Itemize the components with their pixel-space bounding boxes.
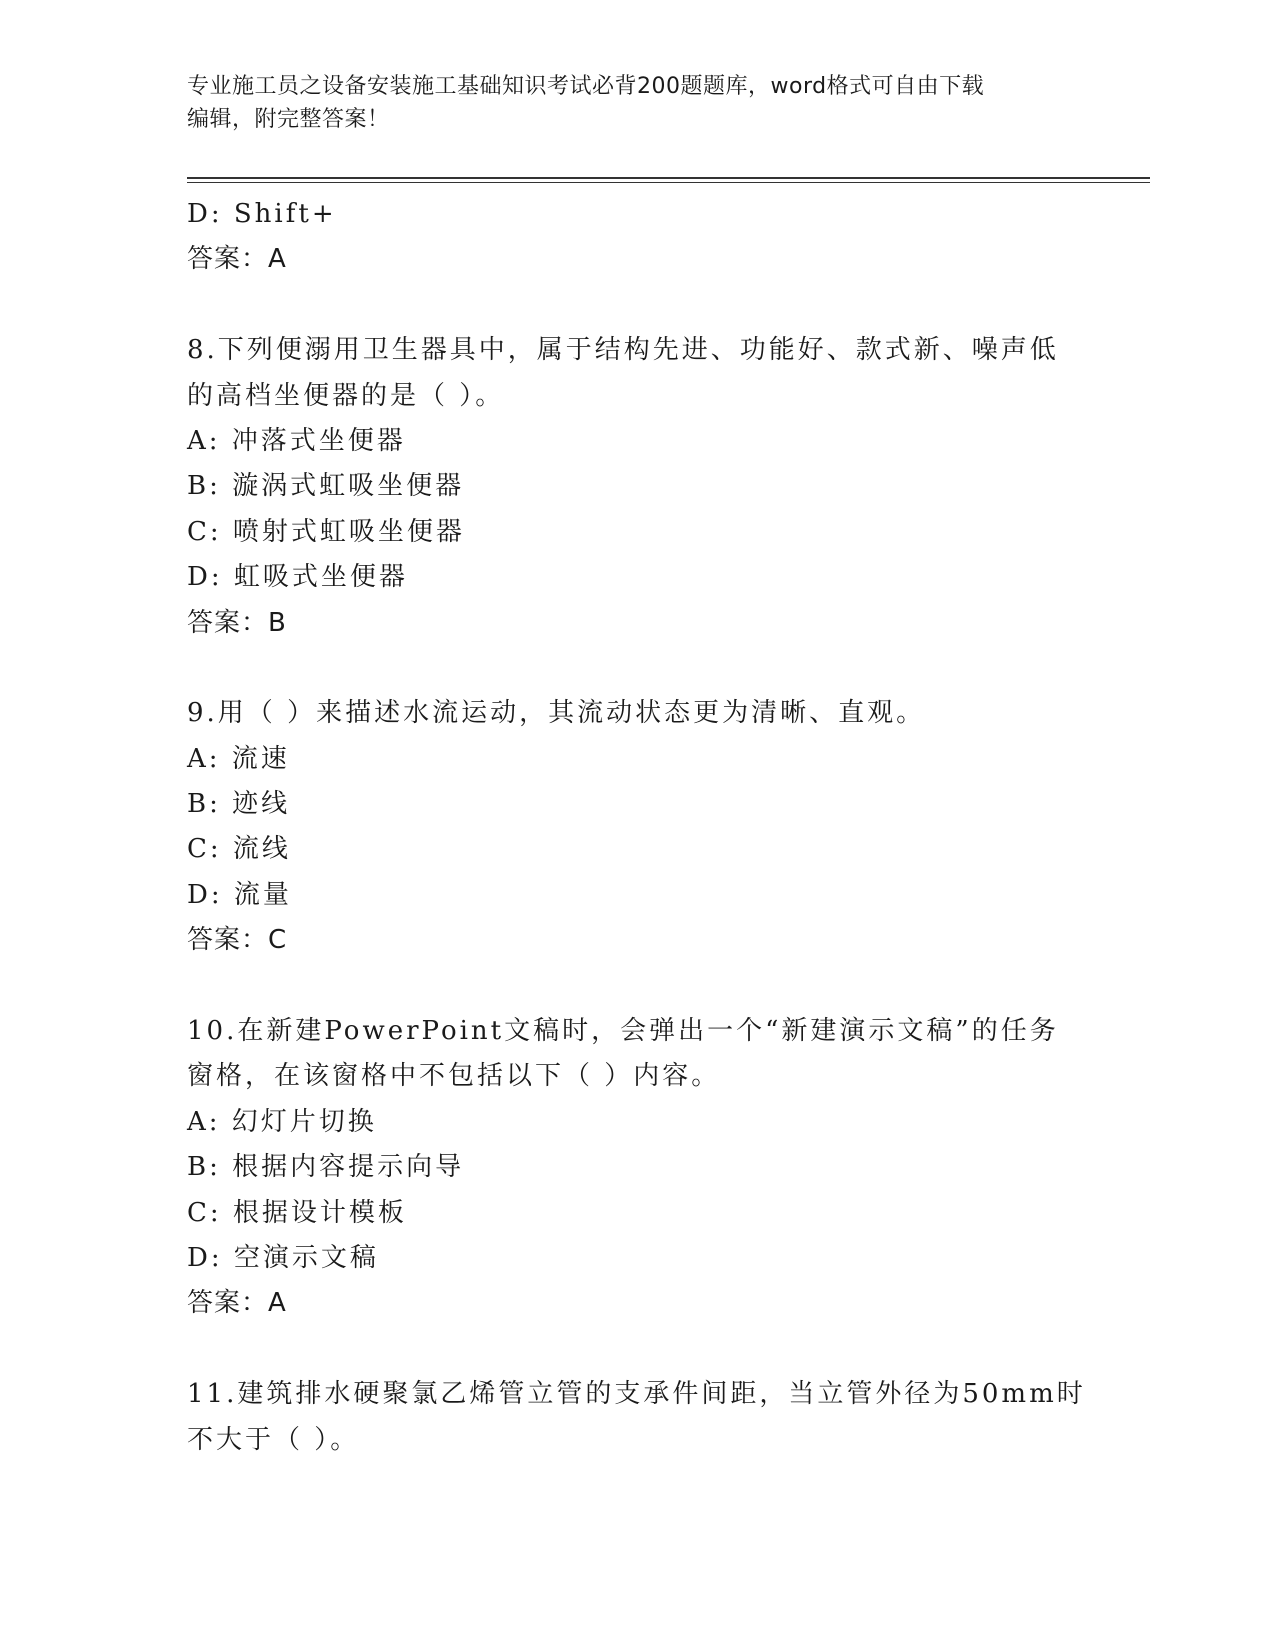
option-line: D: 虹吸式坐便器 (187, 562, 408, 593)
answer-line: 答案：A (187, 244, 287, 275)
document-header (187, 70, 1087, 136)
option-line: A: 流速 (187, 743, 290, 774)
option-line: A: 幻灯片切换 (187, 1106, 377, 1137)
option-line: D: Shift+ (187, 199, 337, 229)
option-line: D: 流量 (187, 879, 292, 910)
spacer (187, 964, 1087, 1009)
header-rule-thin (187, 182, 1150, 183)
option-line: C: 流线 (187, 834, 291, 865)
answer-line: 答案：B (187, 607, 287, 638)
option-line: A: 冲落式坐便器 (187, 425, 406, 456)
option-line: B: 迹线 (187, 789, 291, 820)
question-text: 窗格，在该窗格中不包括以下（ ）内容。 (187, 1061, 721, 1092)
header-line-2: 编辑，附完整答案！ (187, 107, 390, 132)
question-list (187, 192, 1087, 1463)
header-line-1: 专业施工员之设备安装施工基础知识考试必背200题题库，word格式可自由下载 (187, 74, 985, 99)
question-text: 10.在新建PowerPoint文稿时，会弹出一个“新建演示文稿”的任务 (187, 1016, 1059, 1047)
spacer (187, 283, 1087, 328)
spacer (187, 1327, 1087, 1372)
question-text: 的高档坐便器的是（ ）。 (187, 380, 505, 411)
question-text: 8.下列便溺用卫生器具中，属于结构先进、功能好、款式新、噪声低 (187, 335, 1059, 366)
option-line: D: 空演示文稿 (187, 1242, 379, 1273)
spacer (187, 646, 1087, 691)
question-text: 不大于（ ）。 (187, 1424, 360, 1455)
option-line: B: 漩涡式虹吸坐便器 (187, 471, 465, 502)
option-line: B: 根据内容提示向导 (187, 1152, 465, 1183)
answer-line: 答案：A (187, 1288, 287, 1319)
question-text: 11.建筑排水硬聚氯乙烯管立管的支承件间距，当立管外径为50mm时 (187, 1379, 1086, 1410)
option-line: C: 根据设计模板 (187, 1197, 407, 1228)
question-text: 9.用（ ）来描述水流运动，其流动状态更为清晰、直观。 (187, 698, 926, 729)
answer-line: 答案：C (187, 925, 288, 956)
header-rule-thick (187, 177, 1150, 179)
option-line: C: 喷射式虹吸坐便器 (187, 516, 465, 547)
